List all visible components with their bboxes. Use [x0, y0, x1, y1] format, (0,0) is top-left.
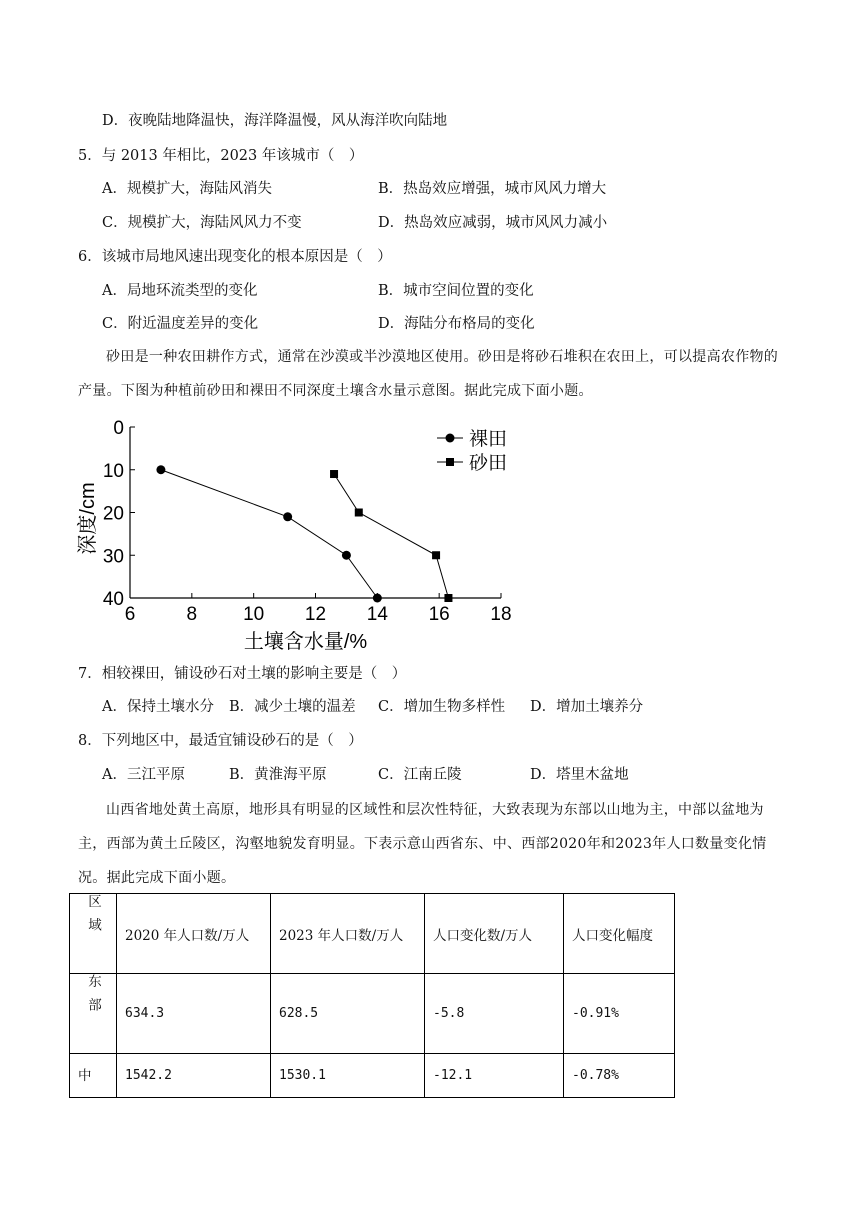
y-axis-label: 深度/cm [77, 482, 99, 555]
q6-option-b: B．城市空间位置的变化 [378, 283, 534, 299]
passage-shanxi: 山西省地处黄土高原，地形具有明显的区域性和层次性特征，大致表现为东部以山地为主，中部以盆地为主，西部为黄土丘陵区，沟壑地貌发育明显。下表示意山西省东、中、西部2020年和2023年人口数量变化情况。据此完成下面小题。 [78, 802, 767, 886]
data-point-square [444, 594, 452, 602]
table-row [70, 974, 675, 1054]
x-tick-label: 18 [490, 604, 512, 625]
table-row [70, 1054, 675, 1098]
table-header-2023: 2023 年人口数/万人 [271, 894, 425, 974]
table-cell: -0.91% [564, 974, 675, 1054]
q8-option-a: A．三江平原 [102, 767, 185, 783]
x-tick-label: 14 [366, 604, 388, 625]
q5-option-c: C．规模扩大，海陆风风力不变 [102, 215, 302, 231]
table-cell: -12.1 [425, 1054, 564, 1098]
data-point-circle [156, 465, 165, 474]
q5-option-a: A．规模扩大，海陆风消失 [102, 181, 272, 197]
population-table [69, 893, 675, 1098]
table-header-region: 区域 [70, 894, 117, 974]
q8-option-b: B．黄淮海平原 [229, 767, 327, 783]
y-tick-label: 10 [102, 460, 124, 482]
q7-option-a: A．保持土壤水分 [102, 699, 214, 715]
q6-option-d: D．海陆分布格局的变化 [378, 316, 535, 332]
y-tick-label: 40 [102, 589, 124, 610]
table-cell: 634.3 [117, 974, 271, 1054]
table-cell: -5.8 [425, 974, 564, 1054]
q7-option-d: D．增加土壤养分 [530, 699, 644, 715]
table-cell: 1542.2 [117, 1054, 271, 1098]
data-point-square [432, 551, 440, 559]
legend-label: 砂田 [469, 453, 508, 474]
table-cell-region: 东部 [70, 974, 117, 1054]
q6-option-c: C．附近温度差异的变化 [102, 316, 259, 332]
q6-stem: 6．该城市局地风速出现变化的根本原因是（ ） [78, 249, 392, 265]
x-tick-label: 6 [124, 604, 136, 625]
legend-label: 裸田 [469, 429, 508, 450]
legend-marker-circle [446, 434, 455, 443]
q8-option-d: D．塔里木盆地 [530, 767, 629, 783]
q7-stem: 7．相较裸田，铺设砂石对土壤的影响主要是（ ） [78, 666, 407, 682]
q7-option-c: C．增加生物多样性 [378, 699, 506, 715]
table-cell: 1530.1 [271, 1054, 425, 1098]
data-point-square [330, 470, 338, 478]
soil-moisture-chart [70, 410, 530, 650]
series-line-2 [334, 474, 448, 598]
table-cell-region: 中 [70, 1054, 117, 1098]
q8-stem: 8．下列地区中，最适宜铺设砂石的是（ ） [78, 733, 363, 749]
table-header-row [70, 894, 675, 974]
y-tick-label: 0 [113, 418, 124, 439]
x-tick-label: 10 [243, 604, 265, 625]
x-tick-label: 8 [186, 604, 198, 625]
q6-option-a: A．局地环流类型的变化 [102, 283, 258, 299]
data-point-circle [373, 594, 382, 603]
data-point-circle [342, 551, 351, 560]
q7-option-b: B．减少土壤的温差 [229, 699, 356, 715]
y-tick-label: 30 [102, 546, 124, 568]
table-header-change: 人口变化数/万人 [425, 894, 564, 974]
table-header-rate: 人口变化幅度 [564, 894, 675, 974]
q5-option-d: D．热岛效应减弱，城市风风力减小 [378, 215, 608, 231]
table-cell: -0.78% [564, 1054, 675, 1098]
legend-marker-square [446, 458, 454, 466]
passage-sand-field: 砂田是一种农田耕作方式，通常在沙漠或半沙漠地区使用。砂田是将砂石堆积在农田上，可以提高农作物的产量。下图为种植前砂田和裸田不同深度土壤含水量示意图。据此完成下面小题。 [78, 349, 779, 399]
q5-option-b: B．热岛效应增强，城市风风力增大 [378, 181, 607, 197]
q4-option-d: D．夜晚陆地降温快，海洋降温慢，风从海洋吹向陆地 [102, 113, 448, 129]
x-axis-label: 土壤含水量/% [243, 631, 368, 650]
data-point-circle [283, 512, 292, 521]
table-cell: 628.5 [271, 974, 425, 1054]
x-tick-label: 16 [428, 604, 450, 625]
data-point-square [355, 509, 363, 517]
series-line-1 [161, 470, 377, 598]
table-header-2020: 2020 年人口数/万人 [117, 894, 271, 974]
x-tick-label: 12 [304, 604, 327, 625]
y-tick-label: 20 [102, 503, 124, 525]
q8-option-c: C．江南丘陵 [378, 767, 462, 783]
q5-stem: 5．与 2013 年相比，2023 年该城市（ ） [78, 148, 364, 164]
